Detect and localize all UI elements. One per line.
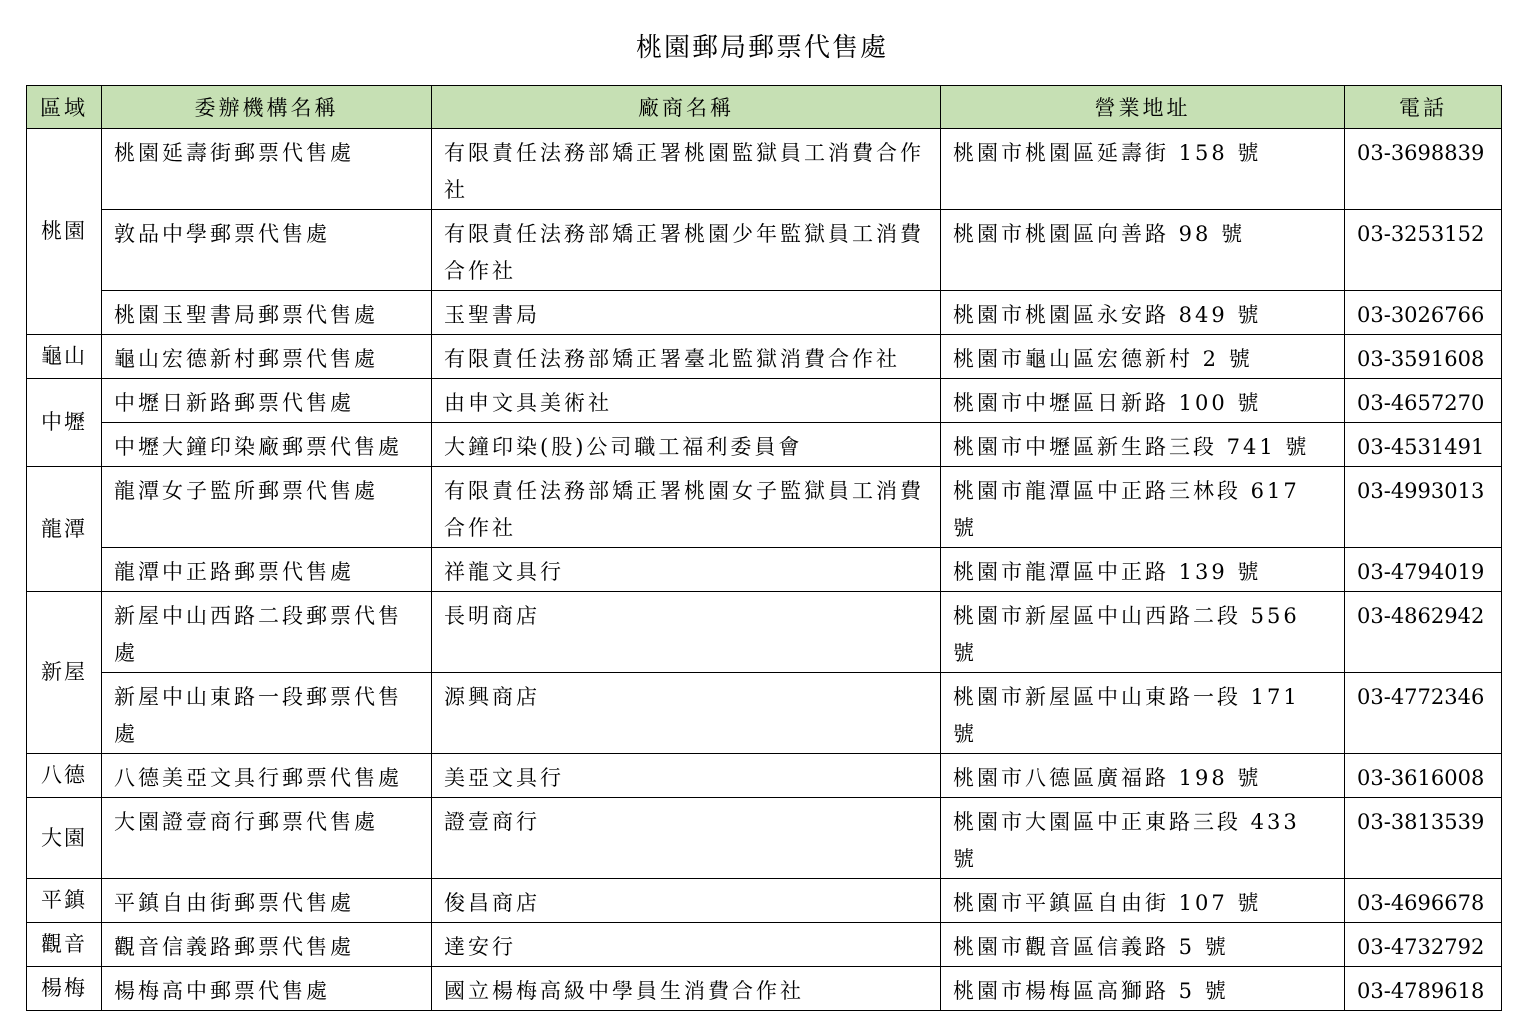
table-row bbox=[27, 423, 1502, 467]
table-row bbox=[27, 548, 1502, 592]
agency-cell: 中壢日新路郵票代售處 bbox=[102, 379, 432, 423]
page-title: 桃園郵局郵票代售處 bbox=[635, 33, 888, 63]
table-header-row bbox=[27, 86, 1502, 129]
agency-cell: 平鎮自由街郵票代售處 bbox=[102, 879, 432, 923]
phone-cell: 03-3616008 bbox=[1345, 754, 1502, 798]
vendor-cell: 有限責任法務部矯正署臺北監獄消費合作社 bbox=[432, 335, 941, 379]
address-cell: 桃園市桃園區延壽街 158 號 bbox=[941, 129, 1345, 210]
phone-cell: 03-4531491 bbox=[1345, 423, 1502, 467]
phone-cell: 03-4789618 bbox=[1345, 967, 1502, 1011]
agency-cell: 楊梅高中郵票代售處 bbox=[102, 967, 432, 1011]
agency-cell: 新屋中山東路一段郵票代售處 bbox=[102, 673, 432, 754]
header-address: 營業地址 bbox=[941, 86, 1345, 129]
table-row bbox=[27, 129, 1502, 210]
agency-cell: 敦品中學郵票代售處 bbox=[102, 210, 432, 291]
phone-cell: 03-3813539 bbox=[1345, 798, 1502, 879]
region-cell: 平鎮 bbox=[27, 879, 102, 923]
vendor-cell: 美亞文具行 bbox=[432, 754, 941, 798]
address-cell: 桃園市桃園區永安路 849 號 bbox=[941, 291, 1345, 335]
phone-cell: 03-4794019 bbox=[1345, 548, 1502, 592]
table-row bbox=[27, 210, 1502, 291]
agency-cell: 八德美亞文具行郵票代售處 bbox=[102, 754, 432, 798]
agency-cell: 龍潭女子監所郵票代售處 bbox=[102, 467, 432, 548]
phone-cell: 03-4657270 bbox=[1345, 379, 1502, 423]
agency-cell: 龍潭中正路郵票代售處 bbox=[102, 548, 432, 592]
agency-cell: 觀音信義路郵票代售處 bbox=[102, 923, 432, 967]
vendor-cell: 有限責任法務部矯正署桃園少年監獄員工消費合作社 bbox=[432, 210, 941, 291]
region-cell: 龍潭 bbox=[27, 467, 102, 592]
address-cell: 桃園市楊梅區高獅路 5 號 bbox=[941, 967, 1345, 1011]
table-row bbox=[27, 592, 1502, 673]
address-cell: 桃園市平鎮區自由街 107 號 bbox=[941, 879, 1345, 923]
region-cell: 龜山 bbox=[27, 335, 102, 379]
phone-cell: 03-4993013 bbox=[1345, 467, 1502, 548]
vendor-cell: 有限責任法務部矯正署桃園女子監獄員工消費合作社 bbox=[432, 467, 941, 548]
region-cell: 楊梅 bbox=[27, 967, 102, 1011]
address-cell: 桃園市觀音區信義路 5 號 bbox=[941, 923, 1345, 967]
phone-cell: 03-3698839 bbox=[1345, 129, 1502, 210]
address-cell: 桃園市龍潭區中正路三林段 617 號 bbox=[941, 467, 1345, 548]
address-cell: 桃園市大園區中正東路三段 433 號 bbox=[941, 798, 1345, 879]
table-row bbox=[27, 379, 1502, 423]
header-region: 區域 bbox=[27, 86, 102, 129]
vendor-cell: 大鐘印染(股)公司職工福利委員會 bbox=[432, 423, 941, 467]
region-cell: 中壢 bbox=[27, 379, 102, 467]
agency-cell: 桃園玉聖書局郵票代售處 bbox=[102, 291, 432, 335]
table-row bbox=[27, 467, 1502, 548]
region-cell: 大園 bbox=[27, 798, 102, 879]
stamp-agency-table bbox=[26, 85, 1502, 1011]
phone-cell: 03-3253152 bbox=[1345, 210, 1502, 291]
region-cell: 八德 bbox=[27, 754, 102, 798]
phone-cell: 03-4732792 bbox=[1345, 923, 1502, 967]
vendor-cell: 達安行 bbox=[432, 923, 941, 967]
table-row bbox=[27, 798, 1502, 879]
table-row bbox=[27, 754, 1502, 798]
table-row bbox=[27, 335, 1502, 379]
vendor-cell: 國立楊梅高級中學員生消費合作社 bbox=[432, 967, 941, 1011]
header-phone: 電話 bbox=[1345, 86, 1502, 129]
region-cell: 新屋 bbox=[27, 592, 102, 754]
vendor-cell: 祥龍文具行 bbox=[432, 548, 941, 592]
table-body bbox=[27, 129, 1502, 1011]
agency-cell: 桃園延壽街郵票代售處 bbox=[102, 129, 432, 210]
vendor-cell: 長明商店 bbox=[432, 592, 941, 673]
vendor-cell: 由申文具美術社 bbox=[432, 379, 941, 423]
table-row bbox=[27, 291, 1502, 335]
vendor-cell: 源興商店 bbox=[432, 673, 941, 754]
header-agency: 委辦機構名稱 bbox=[102, 86, 432, 129]
agency-cell: 新屋中山西路二段郵票代售處 bbox=[102, 592, 432, 673]
phone-cell: 03-4862942 bbox=[1345, 592, 1502, 673]
address-cell: 桃園市中壢區新生路三段 741 號 bbox=[941, 423, 1345, 467]
region-cell: 桃園 bbox=[27, 129, 102, 335]
agency-cell: 大園證壹商行郵票代售處 bbox=[102, 798, 432, 879]
vendor-cell: 俊昌商店 bbox=[432, 879, 941, 923]
header-vendor: 廠商名稱 bbox=[432, 86, 941, 129]
address-cell: 桃園市龜山區宏德新村 2 號 bbox=[941, 335, 1345, 379]
vendor-cell: 玉聖書局 bbox=[432, 291, 941, 335]
agency-cell: 龜山宏德新村郵票代售處 bbox=[102, 335, 432, 379]
table-row bbox=[27, 673, 1502, 754]
address-cell: 桃園市中壢區日新路 100 號 bbox=[941, 379, 1345, 423]
address-cell: 桃園市新屋區中山東路一段 171 號 bbox=[941, 673, 1345, 754]
vendor-cell: 證壹商行 bbox=[432, 798, 941, 879]
address-cell: 桃園市新屋區中山西路二段 556 號 bbox=[941, 592, 1345, 673]
agency-cell: 中壢大鐘印染廠郵票代售處 bbox=[102, 423, 432, 467]
phone-cell: 03-4772346 bbox=[1345, 673, 1502, 754]
phone-cell: 03-4696678 bbox=[1345, 879, 1502, 923]
region-cell: 觀音 bbox=[27, 923, 102, 967]
address-cell: 桃園市桃園區向善路 98 號 bbox=[941, 210, 1345, 291]
table-row bbox=[27, 923, 1502, 967]
table-row bbox=[27, 967, 1502, 1011]
vendor-cell: 有限責任法務部矯正署桃園監獄員工消費合作社 bbox=[432, 129, 941, 210]
address-cell: 桃園市八德區廣福路 198 號 bbox=[941, 754, 1345, 798]
phone-cell: 03-3026766 bbox=[1345, 291, 1502, 335]
table-row bbox=[27, 879, 1502, 923]
address-cell: 桃園市龍潭區中正路 139 號 bbox=[941, 548, 1345, 592]
phone-cell: 03-3591608 bbox=[1345, 335, 1502, 379]
